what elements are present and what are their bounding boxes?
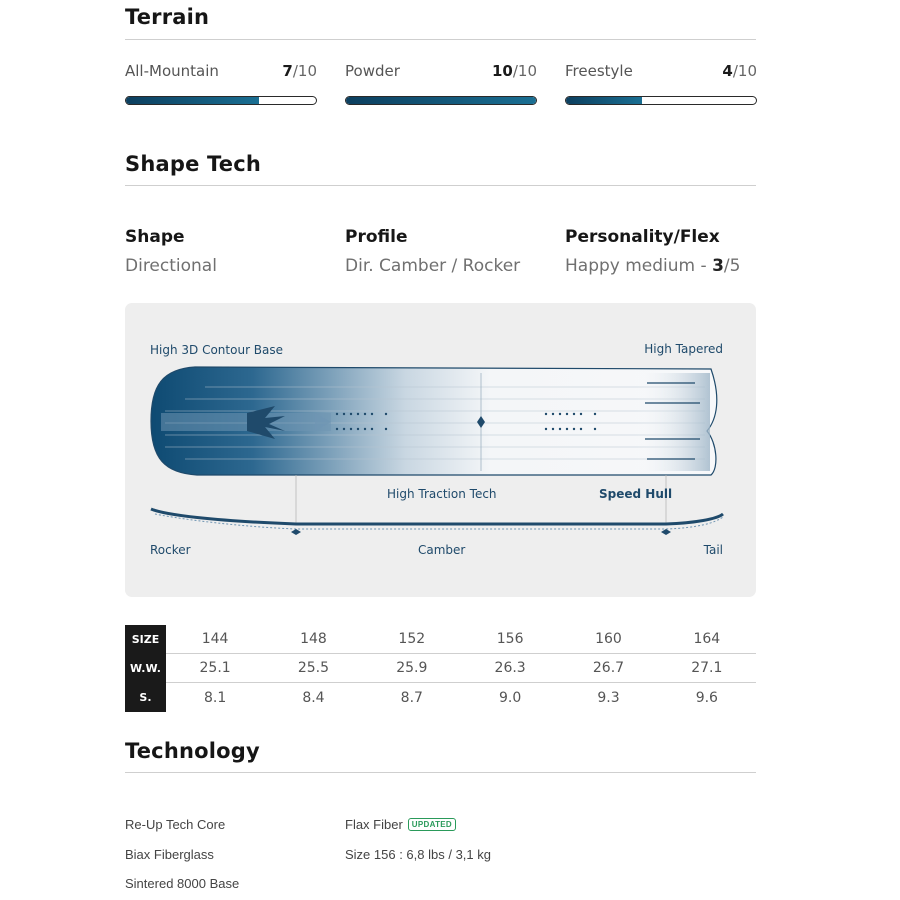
tech-weight: Size 156 : 6,8 lbs / 3,1 kg <box>345 847 491 862</box>
table-cell: 160 <box>595 631 622 647</box>
label-tail: Tail <box>703 543 723 557</box>
spec-label: Profile <box>345 227 408 247</box>
profile-outline <box>151 509 723 524</box>
terrain-max: /10 <box>732 62 757 80</box>
divider <box>125 39 756 40</box>
table-cell: 25.5 <box>297 660 330 676</box>
table-cell: 152 <box>398 631 426 647</box>
table-cell: 27.1 <box>691 660 723 676</box>
row-header: SIZE <box>125 625 166 654</box>
tech-item: Flax Fiber <box>345 817 403 832</box>
profile-markers <box>291 529 671 535</box>
table-cell: 26.7 <box>592 660 625 676</box>
divider <box>125 185 756 186</box>
spec-label: Shape <box>125 227 185 247</box>
terrain-bar-fill <box>346 97 536 104</box>
spec-value: Directional <box>125 256 217 276</box>
terrain-score: 7 <box>282 62 293 80</box>
table-cell: 25.9 <box>396 660 428 676</box>
shape-tech-title: Shape Tech <box>125 152 262 176</box>
personality-text: Happy medium - <box>565 256 713 276</box>
spec-value: Dir. Camber / Rocker <box>345 256 521 276</box>
table-cell: 156 <box>496 631 524 647</box>
terrain-bar-fill <box>126 97 259 104</box>
board-diagram <box>125 303 756 597</box>
label-traction: High Traction Tech <box>387 487 497 501</box>
row-header: W.W. <box>125 654 166 683</box>
table-row <box>125 683 756 712</box>
spec-value <box>565 256 740 276</box>
table-cell: 148 <box>300 631 327 647</box>
terrain-bar <box>125 96 317 105</box>
spec-label: Personality/Flex <box>565 227 720 247</box>
flex-max: /5 <box>723 256 741 276</box>
terrain-bar <box>345 96 537 105</box>
table-cell: 8.7 <box>400 689 423 706</box>
terrain-all-mountain <box>125 62 317 105</box>
terrain-bar <box>565 96 757 105</box>
tech-item: Re-Up Tech Core <box>125 817 226 832</box>
terrain-name: Powder <box>345 62 400 80</box>
table-cell: 9.6 <box>695 689 718 706</box>
label-camber: Camber <box>418 543 466 557</box>
label-speed-hull: Speed Hull <box>599 487 673 501</box>
terrain-score: 10 <box>491 62 513 80</box>
table-cell: 9.0 <box>499 689 522 706</box>
tail-shading <box>635 373 710 471</box>
table-row <box>125 654 756 683</box>
label-tapered: High Tapered <box>644 342 723 356</box>
spec-shape <box>125 227 217 276</box>
table-cell: 164 <box>693 631 721 647</box>
terrain-title: Terrain <box>125 5 210 29</box>
tech-item: Biax Fiberglass <box>125 847 214 862</box>
tech-item: Sintered 8000 Base <box>125 876 240 891</box>
label-contour-base: High 3D Contour Base <box>150 343 284 357</box>
terrain-max: /10 <box>512 62 537 80</box>
updated-badge: UPDATED <box>408 818 456 831</box>
spec-personality <box>565 227 740 276</box>
tech-item-flax <box>345 817 456 832</box>
label-rocker: Rocker <box>150 543 191 557</box>
row-header: S. <box>125 683 166 712</box>
flex-score: 3 <box>712 256 724 276</box>
terrain-bar-fill <box>566 97 642 104</box>
divider <box>125 772 756 773</box>
terrain-freestyle <box>565 62 757 105</box>
terrain-powder <box>345 62 537 105</box>
terrain-max: /10 <box>292 62 317 80</box>
size-table <box>125 625 756 712</box>
technology-title: Technology <box>125 739 260 763</box>
table-cell: 144 <box>201 631 229 647</box>
table-cell: 9.3 <box>597 689 620 706</box>
table-row <box>125 625 756 654</box>
table-cell: 25.1 <box>199 660 231 676</box>
table-cell: 8.4 <box>302 689 325 706</box>
terrain-name: Freestyle <box>565 62 633 80</box>
terrain-score: 4 <box>722 62 733 80</box>
spec-profile <box>345 227 520 276</box>
table-cell: 26.3 <box>494 660 526 676</box>
table-cell: 8.1 <box>203 689 227 706</box>
terrain-name: All-Mountain <box>125 62 219 80</box>
